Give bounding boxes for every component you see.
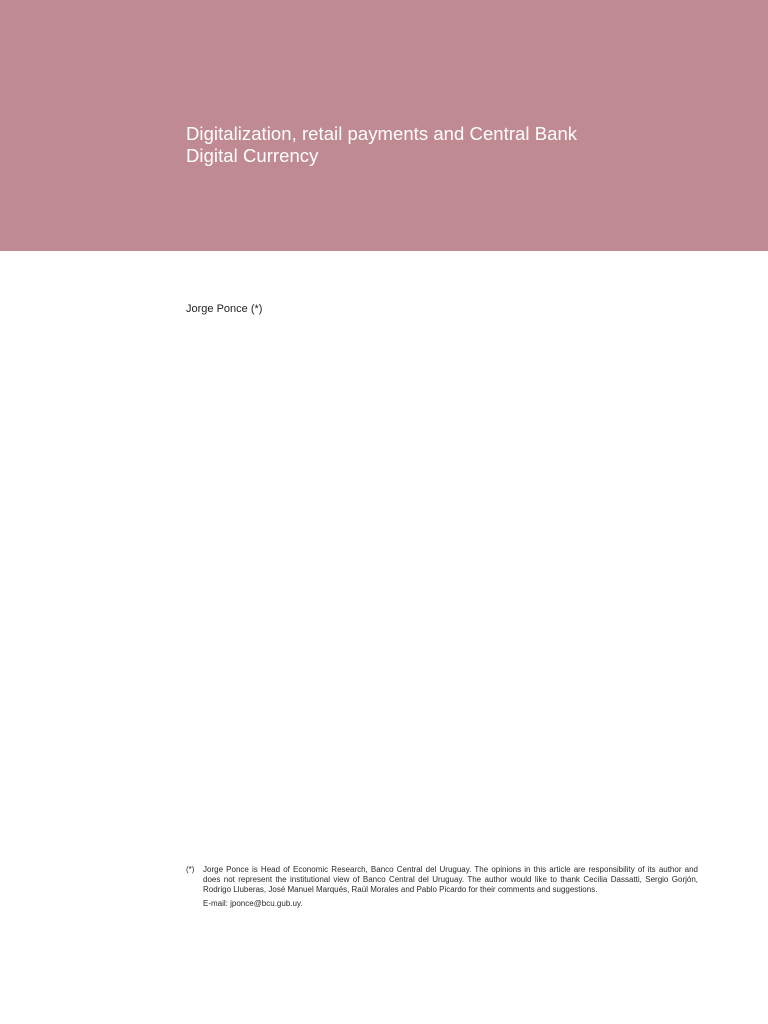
article-title xyxy=(186,123,656,167)
footnote-marker: (*) xyxy=(186,865,195,874)
article-title-line-1: Digitalization, retail payments and Central Bank xyxy=(186,123,578,144)
footnote xyxy=(186,865,698,909)
article-title-line-2: Digital Currency xyxy=(186,145,319,166)
header-band xyxy=(0,0,768,251)
author-name: Jorge Ponce (*) xyxy=(186,303,263,315)
footnote-text: Jorge Ponce is Head of Economic Research, Banco Central del Uruguay. The opinions in this article are responsibility of its author and does not represent the institutional view of Banco Central del Uruguay. The author would like to thank Cecilia Dassatti, Sergio Gorjón, Rodrigo Lluberas, José Manuel Marqués, Raúl Morales and Pablo Picardo for their comments and suggestions. xyxy=(203,865,698,894)
footnote-email: E-mail: jponce@bcu.gub.uy. xyxy=(203,899,303,908)
